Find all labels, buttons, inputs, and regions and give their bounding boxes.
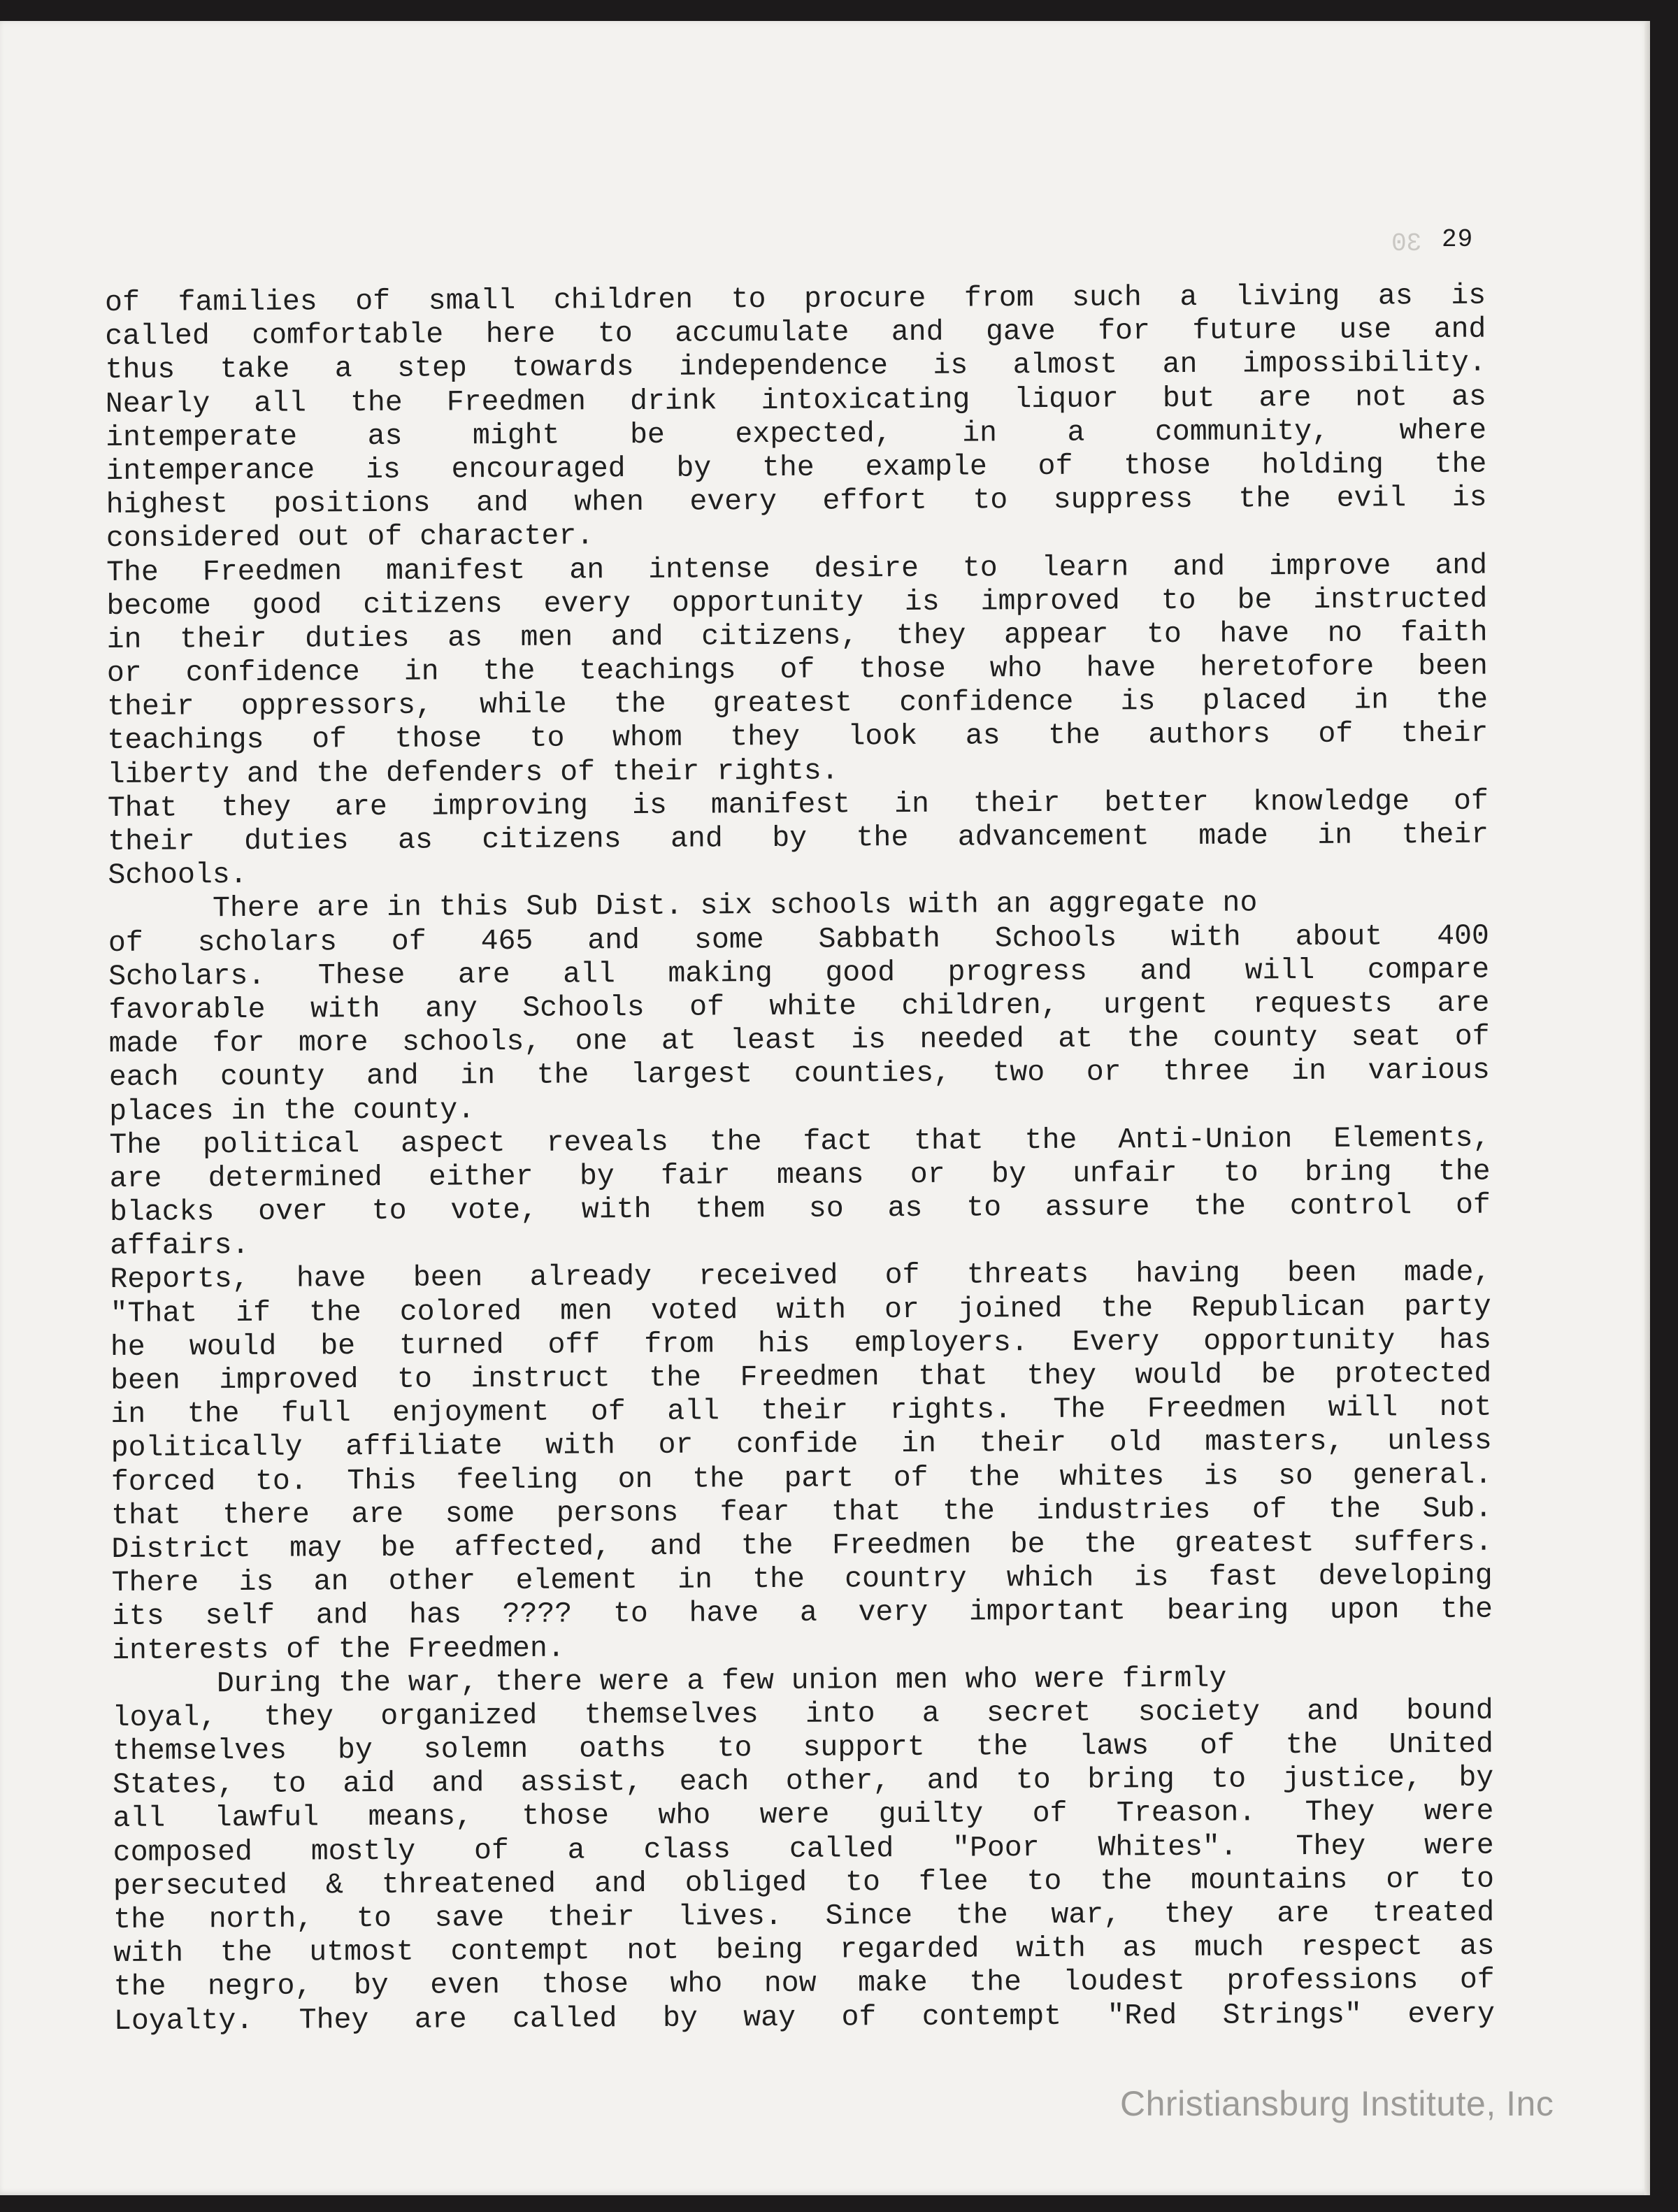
text-line: favorable with any Schools of white children, urgent requests are <box>108 986 1490 1027</box>
text-line: liberty and the defenders of their rights. <box>107 754 839 791</box>
text-line: their oppressors, while the greatest confidence is placed in the <box>107 683 1489 724</box>
text-line: of families of small children to procure from such a living as is <box>105 279 1486 319</box>
text-line: That they are improving is manifest in their better knowledge of <box>107 784 1489 825</box>
text-line: There is an other element in the country which is fast developing <box>111 1559 1493 1600</box>
text-line: that there are some persons fear that the industries of the Sub. <box>111 1492 1493 1532</box>
text-line: considered out of character. <box>106 519 594 556</box>
text-line: each county and in the largest counties, two or three in various <box>108 1054 1491 1095</box>
text-line: places in the county. <box>109 1093 475 1128</box>
text-line: become good citizens every opportunity is improved to be instructed <box>106 582 1488 623</box>
text-line: or confidence in the teachings of those who have heretofore been <box>106 649 1488 691</box>
text-line: politically affiliate with or confide in their old masters, unless <box>110 1425 1492 1465</box>
text-line: thus take a step towards independence is almost an impossibility. <box>105 347 1486 387</box>
text-line: During the war, there were a few union men who were firmly <box>112 1662 1227 1701</box>
text-line: the north, to save their lives. Since the war, they are treated <box>113 1896 1495 1937</box>
text-line: he would be turned off from his employers. Every opportunity has <box>110 1323 1492 1364</box>
text-line: with the utmost contempt not being regarded with as much respect as <box>113 1930 1495 1971</box>
text-line: Reports, have been already received of threats having been made, <box>110 1256 1491 1297</box>
text-line: in their duties as men and citizens, they appear to have no faith <box>106 616 1488 656</box>
body-text <box>105 280 1495 2039</box>
text-line: their duties as citizens and by the advancement made in their <box>108 818 1489 859</box>
text-line: Scholars. These are all making good progress and will compare <box>108 953 1490 993</box>
text-line: The Freedmen manifest an intense desire to learn and improve and <box>106 549 1488 589</box>
text-line: its self and has ???? to have a very important bearing upon the <box>111 1593 1493 1634</box>
text-line: affairs. <box>110 1229 250 1263</box>
text-line: all lawful means, those who were guilty of Treason. They were <box>113 1795 1494 1836</box>
text-line: made for more schools, one at least is needed at the county seat of <box>108 1020 1490 1061</box>
text-line: the negro, by even those who now make the loudest professions of <box>113 1964 1495 2004</box>
text-line: highest positions and when every effort to suppress the evil is <box>106 481 1487 522</box>
text-line: teachings of those to whom they look as the authors of their <box>107 717 1489 758</box>
text-line: called comfortable here to accumulate and gave for future use and <box>105 313 1486 354</box>
text-line: been improved to instruct the Freedmen that they would be protected <box>110 1357 1492 1398</box>
text-line: of scholars of 465 and some Sabbath Schools with about 400 <box>108 919 1490 960</box>
text-line: interests of the Freedmen. <box>112 1632 565 1667</box>
text-line: District may be affected, and the Freedmen be the greatest suffers. <box>111 1525 1493 1566</box>
text-line: persecuted & threatened and obliged to flee to the mountains or to <box>113 1862 1495 1903</box>
text-line: blacks over to vote, with them so as to assure the control of <box>109 1188 1491 1230</box>
text-line: The political aspect reveals the fact that the Anti-Union Elements, <box>109 1121 1491 1162</box>
text-line: intemperance is encouraged by the example of those holding the <box>106 447 1487 488</box>
watermark: Christiansburg Institute, Inc <box>1120 2084 1554 2123</box>
text-line: are determined either by fair means or by unfair to bring the <box>109 1155 1491 1195</box>
text-line: themselves by solemn oaths to support the laws of the United <box>112 1728 1494 1769</box>
text-line: composed mostly of a class called "Poor Whites". They were <box>113 1829 1494 1869</box>
text-line: in the full enjoyment of all their rights. The Freedmen will not <box>110 1391 1492 1432</box>
text-line: States, to aid and assist, each other, and to bring to justice, by <box>113 1761 1494 1802</box>
text-line: "That if the colored men voted with or joined the Republican party <box>110 1290 1491 1330</box>
text-line: intemperate as might be expected, in a community, where <box>106 414 1487 454</box>
text-line: There are in this Sub Dist. six schools with an aggregate no <box>108 886 1258 926</box>
text-line: forced to. This feeling on the part of the whites is so general. <box>110 1458 1493 1499</box>
text-line: Loyalty. They are called by way of contempt "Red Strings" every <box>113 1997 1496 2038</box>
page-edge <box>1644 21 1650 2195</box>
text-line: Schools. <box>108 859 248 893</box>
text-line: Nearly all the Freedmen drink intoxicating liquor but are not as <box>105 380 1486 421</box>
page-number: 29 <box>1442 225 1474 254</box>
bleed-through-page-number: 30 <box>1391 229 1422 258</box>
text-line: loyal, they organized themselves into a secret society and bound <box>112 1694 1493 1735</box>
